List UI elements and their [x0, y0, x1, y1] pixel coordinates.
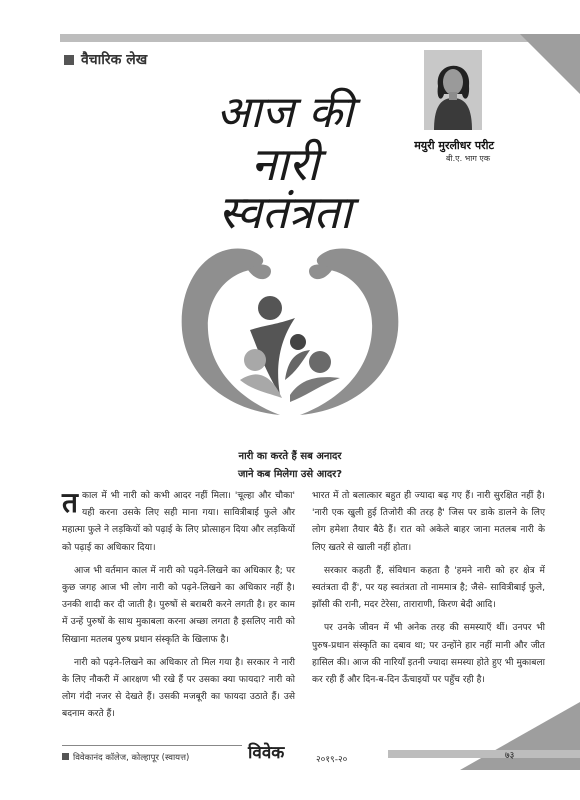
paragraph: पर उनके जीवन में भी अनेक तरह की समस्याएँ थीं। उनपर भी पुरुष-प्रधान संस्कृति का दबाव था; पर उन्होंने हार नहीं मानी और जीत हासिल की। आज की नारियाँ इतनी ज्यादा समस्या होते हुए भी मुकाबला कर रही हैं और दिन-ब-दिन ऊँचाइयों पर पहुँच रही है। — [312, 623, 545, 686]
footer-year: २०१९-२० — [316, 755, 348, 765]
header-corner-triangle — [520, 34, 580, 94]
paragraph: सरकार कहती हैं, संविधान कहता है 'हमने नारी को हर क्षेत्र में स्वतंत्रता दी हैं', पर यह स्वतंत्रता तो नाममात्र है; जैसे- सावित्रीबाई फुले, झाँसी की रानी, मदर टेरेसा, ताराराणी, किरण बेदी आदि। — [312, 565, 545, 611]
footer-corner-triangle — [460, 702, 580, 770]
paragraph-text: काल में भी नारी को कभी आदर नहीं मिला। 'चूल्हा और चौका' यही करना उसके लिए सही माना गया। सावित्रीबाई फुले और महात्मा फुले ने लड़कियों को पढ़ाई के लिए प्रोत्साहन दिया और लड़कियों को पढ़ाई का अधिकार दिया। — [62, 491, 295, 553]
paragraph — [62, 488, 295, 557]
title-line-2: नारी स्वतंत्रता — [218, 137, 352, 240]
section-label — [64, 50, 147, 69]
hands-family-illustration — [170, 230, 410, 425]
couplet-line-1: नारी का करते हैं सब अनादर — [238, 451, 342, 462]
body-column-left — [62, 488, 295, 730]
square-bullet-icon — [64, 55, 74, 65]
footer-magazine-name: विवेक — [248, 743, 285, 763]
title-line-1: आज की — [216, 87, 354, 138]
paragraph: भारत में तो बलात्कार बहुत ही ज्यादा बढ़ गए हैं। नारी सुरक्षित नहीं है। 'नारी एक खुली हुई तिजोरी की तरह है' जिस पर डाके डालने के लिए लोग हमेशा तैयार बैठे हैं। रात को अकेले बाहर जाना मतलब नारी के लिए खतरे से खाली नहीं होता। — [312, 491, 545, 553]
paragraph: नारी को पढ़ने-लिखने का अधिकार तो मिल गया है। सरकार ने नारी के लिए नौकरी में आरक्षण भी रखे हैं पर उसका क्या फायदा? नारी को लोग गंदी नजर से देखते हैं। उसकी मजबूरी का फायदा उठाते हैं। उसे बदनाम करते हैं। — [62, 657, 295, 720]
paragraph: आज भी वर्तमान काल में नारी को पढ़ने-लिखने का अधिकार है; पर कुछ जगह आज भी लोग नारी को पढ़ने-लिखने का अधिकार नहीं है। उनकी शादी कर दी जाती है। पुरुषों से बराबरी करने लगती है। हर काम में उन्हें पुरुषों के साथ मुकाबला करना अच्छा लगता है इसलिए नारी को सिखाना मतलब पुरुष प्रधान संस्कृति के खिलाफ है। — [62, 565, 295, 645]
body-column-right — [312, 488, 545, 695]
couplet-line-2: जाने कब मिलेगा उसे आदर? — [237, 469, 343, 480]
header-band — [60, 34, 580, 42]
footer-rule — [62, 745, 242, 746]
person-portrait-icon — [424, 50, 482, 130]
author-photo — [424, 50, 482, 130]
author-name: मयुरी मुरलीधर परीट — [414, 139, 494, 152]
section-label-text: वैचारिक लेख — [81, 52, 148, 68]
footer-college — [62, 752, 189, 763]
drop-cap: त — [62, 486, 78, 519]
article-title — [180, 87, 390, 240]
footer-college-text: विवेकानंद कॉलेज, कोल्हापूर (स्वायत्त) — [73, 753, 190, 763]
square-bullet-icon — [62, 753, 69, 760]
footer-band — [388, 750, 580, 758]
intro-couplet — [200, 448, 380, 484]
page-number: ७३ — [505, 751, 515, 761]
author-class: बी.ए. भाग एक — [445, 154, 490, 163]
